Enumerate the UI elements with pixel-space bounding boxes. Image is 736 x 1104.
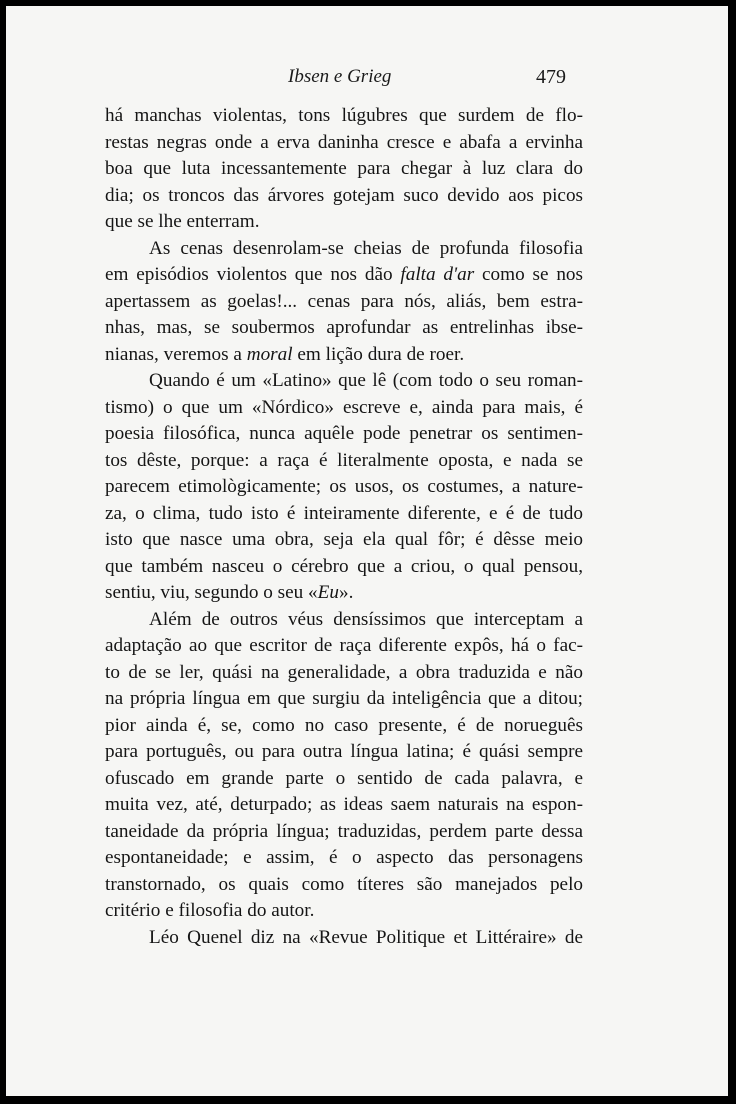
text-segment: na própria língua em que surgiu da inteligência que a ditou; — [105, 688, 583, 709]
text-line — [105, 448, 583, 475]
text-line — [105, 209, 583, 236]
text-line — [105, 633, 583, 660]
text-line — [105, 554, 583, 581]
text-line — [105, 872, 583, 899]
body-text — [105, 103, 583, 951]
text-line — [105, 580, 583, 607]
text-segment: para português, ou para outra língua latina; é quási sempre — [105, 741, 583, 762]
text-segment: ». — [338, 582, 354, 603]
italic-text: moral — [246, 343, 293, 365]
text-segment: parecem etimològicamente; os usos, os costumes, a nature- — [105, 476, 583, 497]
text-segment: As cenas desenrolam-se cheias de profunda filosofia — [149, 237, 583, 259]
text-segment: sentiu, viu, segundo o seu « — [105, 582, 318, 603]
text-line — [105, 819, 583, 846]
text-line — [105, 368, 583, 395]
text-segment: muita vez, até, deturpado; as ideas saem naturais na espon- — [105, 794, 583, 815]
text-segment: tos dêste, porque: a raça é literalmente oposta, e nada se — [105, 449, 583, 471]
text-segment: Além de outros véus densíssimos que interceptam a — [149, 608, 583, 630]
text-line — [105, 766, 583, 793]
text-line — [105, 236, 583, 263]
text-line — [105, 607, 583, 634]
text-line — [105, 395, 583, 422]
text-line — [105, 527, 583, 554]
text-segment: critério e filosofia do autor. — [105, 900, 315, 921]
text-segment: za, o clima, tudo isto é inteiramente diferente, e é de tudo — [105, 502, 583, 524]
text-segment: Quando é um «Latino» que lê (com todo o seu roman- — [149, 370, 583, 391]
text-segment: nhas, mas, se soubermos aprofundar as entrelinhas ibse- — [105, 317, 583, 338]
text-line — [105, 289, 583, 316]
text-line — [105, 474, 583, 501]
text-line — [105, 342, 583, 369]
text-segment: transtornado, os quais como títeres são manejados pelo — [105, 873, 583, 895]
text-line — [105, 792, 583, 819]
text-line — [105, 845, 583, 872]
text-segment: há manchas violentas, tons lúgubres que surdem de flo- — [105, 105, 583, 126]
text-segment: to de se ler, quási na generalidade, a obra traduzida e não — [105, 661, 583, 683]
text-line — [105, 898, 583, 925]
page-number: 479 — [536, 66, 566, 88]
text-segment: isto que nasce uma obra, seja ela qual fôr; é dêsse meio — [105, 529, 583, 550]
text-segment: em lição dura de roer. — [292, 343, 465, 365]
text-segment: que se lhe enterram. — [105, 211, 260, 232]
text-line — [105, 660, 583, 687]
running-title: Ibsen e Grieg — [288, 66, 392, 87]
text-line — [105, 501, 583, 528]
text-segment: ofuscado em grande parte o sentido de cada palavra, e — [105, 767, 583, 789]
text-line — [105, 315, 583, 342]
text-segment: boa que luta incessantemente para chegar à luz clara do — [105, 158, 583, 179]
text-line — [105, 156, 583, 183]
text-line — [105, 739, 583, 766]
italic-text: Eu — [317, 582, 339, 603]
text-segment: apertassem as goelas!... cenas para nós, aliás, bem estra- — [105, 290, 583, 312]
text-segment: que também nasceu o cérebro que a criou, o qual pensou, — [105, 555, 583, 577]
text-line — [105, 686, 583, 713]
text-segment: adaptação ao que escritor de raça diferente expôs, há o fac- — [105, 635, 583, 656]
text-segment: nianas, veremos a — [105, 343, 247, 365]
text-segment: como se nos — [474, 264, 583, 285]
text-segment: tismo) o que um «Nórdico» escreve e, ainda para mais, é — [105, 396, 583, 418]
text-line — [105, 713, 583, 740]
text-segment: em episódios violentos que nos dão — [105, 264, 401, 285]
text-segment: pior ainda é, se, como no caso presente, é de norueguês — [105, 714, 583, 736]
text-line — [105, 103, 583, 130]
text-segment: restas negras onde a erva daninha cresce e abafa a ervinha — [105, 131, 583, 153]
text-line — [105, 262, 583, 289]
text-segment: taneidade da própria língua; traduzidas, perdem parte dessa — [105, 820, 583, 842]
text-line — [105, 183, 583, 210]
italic-text: falta d'ar — [400, 264, 475, 285]
text-segment: espontaneidade; e assim, é o aspecto das personagens — [105, 847, 583, 868]
text-line — [105, 925, 583, 952]
book-page — [6, 6, 728, 1096]
text-line — [105, 130, 583, 157]
text-segment: dia; os troncos das árvores gotejam suco devido aos picos — [105, 184, 583, 206]
text-segment: Léo Quenel diz na «Revue Politique et Littéraire» de — [149, 926, 583, 948]
text-segment: poesia filosófica, nunca aquêle pode penetrar os sentimen- — [105, 423, 583, 444]
page-header — [6, 66, 728, 96]
text-line — [105, 421, 583, 448]
